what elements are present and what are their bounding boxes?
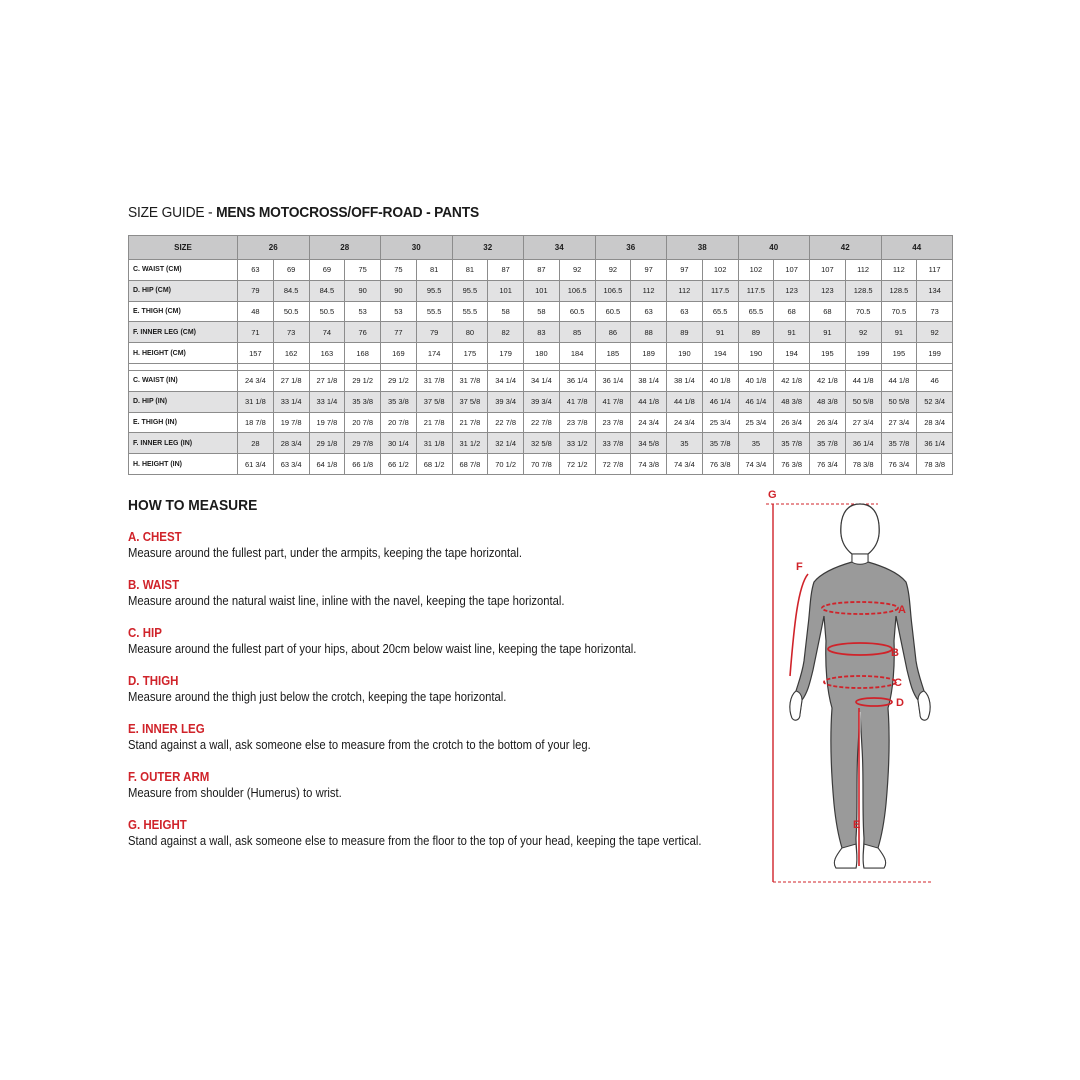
table-cell: 34 5/8 bbox=[631, 433, 667, 454]
table-cell: 53 bbox=[381, 301, 417, 322]
spacer-cell bbox=[273, 363, 309, 370]
table-cell: 23 7/8 bbox=[595, 412, 631, 433]
table-cell: 77 bbox=[381, 322, 417, 343]
table-cell: 29 1/2 bbox=[345, 370, 381, 391]
table-cell: 33 1/4 bbox=[273, 391, 309, 412]
table-cell: 66 1/8 bbox=[345, 454, 381, 475]
table-cell: 35 7/8 bbox=[810, 433, 846, 454]
table-cell: 46 1/4 bbox=[702, 391, 738, 412]
table-row bbox=[129, 280, 953, 301]
table-row bbox=[129, 301, 953, 322]
table-cell: 91 bbox=[810, 322, 846, 343]
table-cell: 28 3/4 bbox=[273, 433, 309, 454]
table-cell: 97 bbox=[631, 260, 667, 281]
table-cell: 44 1/8 bbox=[667, 391, 703, 412]
table-cell: 174 bbox=[416, 343, 452, 364]
spacer-cell bbox=[667, 363, 703, 370]
table-cell: 66 1/2 bbox=[381, 454, 417, 475]
size-col-header: 34 bbox=[524, 236, 596, 260]
table-cell: 44 1/8 bbox=[845, 370, 881, 391]
title-main: MENS MOTOCROSS/OFF-ROAD - PANTS bbox=[216, 204, 479, 221]
table-cell: 101 bbox=[488, 280, 524, 301]
table-cell: 194 bbox=[774, 343, 810, 364]
table-cell: 68 bbox=[810, 301, 846, 322]
table-cell: 29 7/8 bbox=[345, 433, 381, 454]
table-row bbox=[129, 454, 953, 475]
table-cell: 79 bbox=[416, 322, 452, 343]
measure-item bbox=[128, 722, 642, 752]
table-cell: 58 bbox=[488, 301, 524, 322]
table-spacer-row bbox=[129, 363, 953, 370]
table-cell: 107 bbox=[774, 260, 810, 281]
table-cell: 35 7/8 bbox=[702, 433, 738, 454]
table-cell: 190 bbox=[667, 343, 703, 364]
table-cell: 35 bbox=[738, 433, 774, 454]
table-cell: 20 7/8 bbox=[345, 412, 381, 433]
size-col-header: 40 bbox=[738, 236, 810, 260]
table-row bbox=[129, 343, 953, 364]
table-cell: 71 bbox=[238, 322, 274, 343]
table-cell: 55.5 bbox=[452, 301, 488, 322]
table-cell: 50 5/8 bbox=[845, 391, 881, 412]
table-cell: 97 bbox=[667, 260, 703, 281]
table-cell: 37 5/8 bbox=[416, 391, 452, 412]
table-cell: 63 3/4 bbox=[273, 454, 309, 475]
table-cell: 63 bbox=[631, 301, 667, 322]
spacer-cell bbox=[488, 363, 524, 370]
table-cell: 30 1/4 bbox=[381, 433, 417, 454]
table-cell: 33 1/4 bbox=[309, 391, 345, 412]
table-cell: 85 bbox=[559, 322, 595, 343]
table-cell: 65.5 bbox=[702, 301, 738, 322]
table-cell: 80 bbox=[452, 322, 488, 343]
spacer-cell bbox=[381, 363, 417, 370]
measure-description: Measure from shoulder (Humerus) to wrist. bbox=[128, 786, 342, 800]
table-cell: 52 3/4 bbox=[917, 391, 953, 412]
table-cell: 123 bbox=[810, 280, 846, 301]
measure-heading: A. CHEST bbox=[128, 530, 182, 544]
table-cell: 31 1/2 bbox=[452, 433, 488, 454]
spacer-cell bbox=[738, 363, 774, 370]
table-cell: 101 bbox=[524, 280, 560, 301]
table-cell: 180 bbox=[524, 343, 560, 364]
label-c: C bbox=[894, 677, 902, 689]
table-cell: 74 3/4 bbox=[667, 454, 703, 475]
size-col-header: 44 bbox=[881, 236, 953, 260]
table-cell: 74 3/8 bbox=[631, 454, 667, 475]
table-cell: 75 bbox=[381, 260, 417, 281]
measure-heading: B. WAIST bbox=[128, 578, 180, 592]
table-cell: 112 bbox=[667, 280, 703, 301]
table-cell: 36 1/4 bbox=[845, 433, 881, 454]
table-cell: 134 bbox=[917, 280, 953, 301]
table-cell: 84.5 bbox=[273, 280, 309, 301]
row-label: C. WAIST (IN) bbox=[129, 370, 238, 391]
table-cell: 37 5/8 bbox=[452, 391, 488, 412]
table-cell: 58 bbox=[524, 301, 560, 322]
size-table-body bbox=[129, 260, 953, 475]
measure-item bbox=[128, 578, 613, 608]
table-cell: 168 bbox=[345, 343, 381, 364]
table-cell: 87 bbox=[488, 260, 524, 281]
size-col-header: 32 bbox=[452, 236, 524, 260]
table-cell: 76 3/4 bbox=[810, 454, 846, 475]
size-col-header: 26 bbox=[238, 236, 310, 260]
table-cell: 117.5 bbox=[738, 280, 774, 301]
table-cell: 163 bbox=[309, 343, 345, 364]
table-cell: 64 1/8 bbox=[309, 454, 345, 475]
spacer-cell bbox=[452, 363, 488, 370]
table-cell: 78 3/8 bbox=[845, 454, 881, 475]
table-cell: 195 bbox=[881, 343, 917, 364]
spacer-cell bbox=[238, 363, 274, 370]
table-cell: 175 bbox=[452, 343, 488, 364]
table-cell: 46 bbox=[917, 370, 953, 391]
table-cell: 78 3/8 bbox=[917, 454, 953, 475]
table-cell: 68 1/2 bbox=[416, 454, 452, 475]
table-cell: 90 bbox=[345, 280, 381, 301]
table-cell: 34 1/4 bbox=[524, 370, 560, 391]
table-cell: 70 1/2 bbox=[488, 454, 524, 475]
table-cell: 29 1/2 bbox=[381, 370, 417, 391]
table-cell: 195 bbox=[810, 343, 846, 364]
table-cell: 34 1/4 bbox=[488, 370, 524, 391]
table-cell: 53 bbox=[345, 301, 381, 322]
table-cell: 73 bbox=[273, 322, 309, 343]
table-cell: 24 3/4 bbox=[238, 370, 274, 391]
table-cell: 27 1/8 bbox=[273, 370, 309, 391]
table-cell: 33 1/2 bbox=[559, 433, 595, 454]
spacer-cell bbox=[559, 363, 595, 370]
table-cell: 25 3/4 bbox=[702, 412, 738, 433]
table-cell: 74 bbox=[309, 322, 345, 343]
table-cell: 25 3/4 bbox=[738, 412, 774, 433]
measure-description: Stand against a wall, ask someone else to measure from the floor to the top of your head, keeping the tape vertical. bbox=[128, 834, 702, 848]
size-table bbox=[128, 235, 953, 475]
table-cell: 92 bbox=[845, 322, 881, 343]
how-to-measure-title: HOW TO MEASURE bbox=[128, 497, 258, 514]
measure-heading: C. HIP bbox=[128, 626, 162, 640]
table-cell: 76 3/8 bbox=[702, 454, 738, 475]
table-cell: 92 bbox=[917, 322, 953, 343]
table-cell: 73 bbox=[917, 301, 953, 322]
measure-description: Measure around the natural waist line, inline with the navel, keeping the tape horizontal. bbox=[128, 594, 565, 608]
spacer-cell bbox=[702, 363, 738, 370]
table-cell: 117 bbox=[917, 260, 953, 281]
measure-item bbox=[128, 818, 765, 848]
table-cell: 81 bbox=[452, 260, 488, 281]
table-cell: 112 bbox=[845, 260, 881, 281]
table-cell: 95.5 bbox=[416, 280, 452, 301]
table-cell: 107 bbox=[810, 260, 846, 281]
table-cell: 76 3/8 bbox=[774, 454, 810, 475]
table-cell: 32 5/8 bbox=[524, 433, 560, 454]
spacer-cell bbox=[345, 363, 381, 370]
table-cell: 157 bbox=[238, 343, 274, 364]
table-cell: 199 bbox=[917, 343, 953, 364]
measure-item bbox=[128, 770, 366, 800]
table-cell: 63 bbox=[238, 260, 274, 281]
table-cell: 40 1/8 bbox=[702, 370, 738, 391]
table-cell: 69 bbox=[309, 260, 345, 281]
measure-description: Measure around the fullest part, under the armpits, keeping the tape horizontal. bbox=[128, 546, 522, 560]
size-col-header: 42 bbox=[810, 236, 882, 260]
spacer-cell bbox=[524, 363, 560, 370]
table-cell: 75 bbox=[345, 260, 381, 281]
table-cell: 88 bbox=[631, 322, 667, 343]
table-cell: 26 3/4 bbox=[810, 412, 846, 433]
row-label: H. HEIGHT (CM) bbox=[129, 343, 238, 364]
table-cell: 27 1/8 bbox=[309, 370, 345, 391]
row-label: D. HIP (IN) bbox=[129, 391, 238, 412]
table-cell: 112 bbox=[631, 280, 667, 301]
measure-description: Measure around the thigh just below the crotch, keeping the tape horizontal. bbox=[128, 690, 507, 704]
size-col-header: 28 bbox=[309, 236, 381, 260]
body-silhouette bbox=[790, 504, 930, 868]
table-cell: 87 bbox=[524, 260, 560, 281]
table-cell: 184 bbox=[559, 343, 595, 364]
measure-description: Measure around the fullest part of your hips, about 20cm below waist line, keeping the tape horizontal. bbox=[128, 642, 637, 656]
table-cell: 65.5 bbox=[738, 301, 774, 322]
table-cell: 117.5 bbox=[702, 280, 738, 301]
table-cell: 36 1/4 bbox=[595, 370, 631, 391]
table-cell: 63 bbox=[667, 301, 703, 322]
table-cell: 36 1/4 bbox=[559, 370, 595, 391]
table-cell: 55.5 bbox=[416, 301, 452, 322]
table-cell: 21 7/8 bbox=[452, 412, 488, 433]
table-cell: 81 bbox=[416, 260, 452, 281]
table-cell: 60.5 bbox=[559, 301, 595, 322]
table-cell: 82 bbox=[488, 322, 524, 343]
table-cell: 70.5 bbox=[881, 301, 917, 322]
table-cell: 24 3/4 bbox=[631, 412, 667, 433]
title-prefix: SIZE GUIDE - bbox=[128, 204, 213, 221]
label-g: G bbox=[768, 489, 777, 501]
measure-item bbox=[128, 674, 548, 704]
table-cell: 31 1/8 bbox=[238, 391, 274, 412]
table-cell: 38 1/4 bbox=[631, 370, 667, 391]
size-header-label: SIZE bbox=[129, 236, 238, 260]
table-cell: 68 bbox=[774, 301, 810, 322]
table-cell: 169 bbox=[381, 343, 417, 364]
table-cell: 128.5 bbox=[845, 280, 881, 301]
page-title bbox=[128, 204, 479, 221]
row-label: H. HEIGHT (IN) bbox=[129, 454, 238, 475]
spacer-cell bbox=[129, 363, 238, 370]
label-b: B bbox=[891, 647, 899, 659]
table-cell: 48 3/8 bbox=[774, 391, 810, 412]
table-cell: 20 7/8 bbox=[381, 412, 417, 433]
spacer-cell bbox=[416, 363, 452, 370]
table-cell: 21 7/8 bbox=[416, 412, 452, 433]
table-cell: 50.5 bbox=[309, 301, 345, 322]
table-cell: 84.5 bbox=[309, 280, 345, 301]
table-row bbox=[129, 370, 953, 391]
table-cell: 185 bbox=[595, 343, 631, 364]
size-col-header: 36 bbox=[595, 236, 667, 260]
table-cell: 128.5 bbox=[881, 280, 917, 301]
table-cell: 106.5 bbox=[595, 280, 631, 301]
table-cell: 92 bbox=[595, 260, 631, 281]
table-cell: 102 bbox=[702, 260, 738, 281]
table-cell: 35 7/8 bbox=[881, 433, 917, 454]
table-cell: 123 bbox=[774, 280, 810, 301]
table-cell: 92 bbox=[559, 260, 595, 281]
row-label: D. HIP (CM) bbox=[129, 280, 238, 301]
label-d: D bbox=[896, 697, 904, 709]
table-cell: 23 7/8 bbox=[559, 412, 595, 433]
table-cell: 89 bbox=[738, 322, 774, 343]
table-cell: 31 1/8 bbox=[416, 433, 452, 454]
table-cell: 61 3/4 bbox=[238, 454, 274, 475]
table-cell: 19 7/8 bbox=[273, 412, 309, 433]
table-cell: 86 bbox=[595, 322, 631, 343]
size-col-header: 30 bbox=[381, 236, 453, 260]
size-col-header: 38 bbox=[667, 236, 739, 260]
table-cell: 24 3/4 bbox=[667, 412, 703, 433]
table-cell: 50 5/8 bbox=[881, 391, 917, 412]
label-e: E bbox=[853, 819, 861, 831]
table-cell: 91 bbox=[881, 322, 917, 343]
table-cell: 44 1/8 bbox=[631, 391, 667, 412]
table-cell: 194 bbox=[702, 343, 738, 364]
table-cell: 39 3/4 bbox=[524, 391, 560, 412]
table-cell: 32 1/4 bbox=[488, 433, 524, 454]
body-measure-figure bbox=[760, 486, 960, 886]
table-cell: 48 bbox=[238, 301, 274, 322]
table-cell: 41 7/8 bbox=[595, 391, 631, 412]
table-cell: 22 7/8 bbox=[488, 412, 524, 433]
table-cell: 42 1/8 bbox=[810, 370, 846, 391]
table-cell: 76 3/4 bbox=[881, 454, 917, 475]
row-label: E. THIGH (IN) bbox=[129, 412, 238, 433]
spacer-cell bbox=[917, 363, 953, 370]
table-cell: 162 bbox=[273, 343, 309, 364]
table-cell: 70.5 bbox=[845, 301, 881, 322]
table-cell: 46 1/4 bbox=[738, 391, 774, 412]
table-cell: 19 7/8 bbox=[309, 412, 345, 433]
table-cell: 190 bbox=[738, 343, 774, 364]
table-cell: 83 bbox=[524, 322, 560, 343]
table-cell: 91 bbox=[702, 322, 738, 343]
table-cell: 95.5 bbox=[452, 280, 488, 301]
table-cell: 79 bbox=[238, 280, 274, 301]
table-cell: 112 bbox=[881, 260, 917, 281]
table-cell: 28 bbox=[238, 433, 274, 454]
table-cell: 41 7/8 bbox=[559, 391, 595, 412]
measure-item bbox=[128, 626, 693, 656]
table-cell: 18 7/8 bbox=[238, 412, 274, 433]
table-cell: 91 bbox=[774, 322, 810, 343]
table-cell: 29 1/8 bbox=[309, 433, 345, 454]
measure-description: Stand against a wall, ask someone else to measure from the crotch to the bottom of your leg. bbox=[128, 738, 591, 752]
row-label: F. INNER LEG (IN) bbox=[129, 433, 238, 454]
table-row bbox=[129, 322, 953, 343]
table-cell: 35 3/8 bbox=[381, 391, 417, 412]
table-cell: 189 bbox=[631, 343, 667, 364]
row-label: F. INNER LEG (CM) bbox=[129, 322, 238, 343]
table-cell: 74 3/4 bbox=[738, 454, 774, 475]
row-label: C. WAIST (CM) bbox=[129, 260, 238, 281]
table-cell: 35 bbox=[667, 433, 703, 454]
table-row bbox=[129, 412, 953, 433]
table-cell: 102 bbox=[738, 260, 774, 281]
table-cell: 39 3/4 bbox=[488, 391, 524, 412]
measure-heading: E. INNER LEG bbox=[128, 722, 205, 736]
table-cell: 33 7/8 bbox=[595, 433, 631, 454]
spacer-cell bbox=[845, 363, 881, 370]
measure-item bbox=[128, 530, 566, 560]
table-cell: 106.5 bbox=[559, 280, 595, 301]
table-cell: 72 1/2 bbox=[559, 454, 595, 475]
table-cell: 76 bbox=[345, 322, 381, 343]
table-cell: 179 bbox=[488, 343, 524, 364]
table-cell: 69 bbox=[273, 260, 309, 281]
table-cell: 35 7/8 bbox=[774, 433, 810, 454]
table-cell: 44 1/8 bbox=[881, 370, 917, 391]
table-row bbox=[129, 433, 953, 454]
table-cell: 72 7/8 bbox=[595, 454, 631, 475]
table-cell: 38 1/4 bbox=[667, 370, 703, 391]
table-cell: 27 3/4 bbox=[845, 412, 881, 433]
label-f: F bbox=[796, 561, 803, 573]
spacer-cell bbox=[309, 363, 345, 370]
table-cell: 31 7/8 bbox=[416, 370, 452, 391]
spacer-cell bbox=[631, 363, 667, 370]
row-label: E. THIGH (CM) bbox=[129, 301, 238, 322]
table-row bbox=[129, 391, 953, 412]
table-cell: 70 7/8 bbox=[524, 454, 560, 475]
table-cell: 31 7/8 bbox=[452, 370, 488, 391]
spacer-cell bbox=[810, 363, 846, 370]
measure-heading: F. OUTER ARM bbox=[128, 770, 210, 784]
table-cell: 50.5 bbox=[273, 301, 309, 322]
table-cell: 36 1/4 bbox=[917, 433, 953, 454]
spacer-cell bbox=[881, 363, 917, 370]
table-cell: 35 3/8 bbox=[345, 391, 381, 412]
table-cell: 199 bbox=[845, 343, 881, 364]
size-header-row bbox=[129, 236, 953, 260]
table-cell: 28 3/4 bbox=[917, 412, 953, 433]
spacer-cell bbox=[774, 363, 810, 370]
table-cell: 90 bbox=[381, 280, 417, 301]
table-cell: 68 7/8 bbox=[452, 454, 488, 475]
table-cell: 26 3/4 bbox=[774, 412, 810, 433]
measure-heading: G. HEIGHT bbox=[128, 818, 187, 832]
table-cell: 40 1/8 bbox=[738, 370, 774, 391]
table-cell: 48 3/8 bbox=[810, 391, 846, 412]
spacer-cell bbox=[595, 363, 631, 370]
table-row bbox=[129, 260, 953, 281]
table-cell: 22 7/8 bbox=[524, 412, 560, 433]
table-cell: 89 bbox=[667, 322, 703, 343]
table-cell: 27 3/4 bbox=[881, 412, 917, 433]
table-cell: 42 1/8 bbox=[774, 370, 810, 391]
measure-heading: D. THIGH bbox=[128, 674, 179, 688]
label-a: A bbox=[898, 604, 906, 616]
table-cell: 60.5 bbox=[595, 301, 631, 322]
